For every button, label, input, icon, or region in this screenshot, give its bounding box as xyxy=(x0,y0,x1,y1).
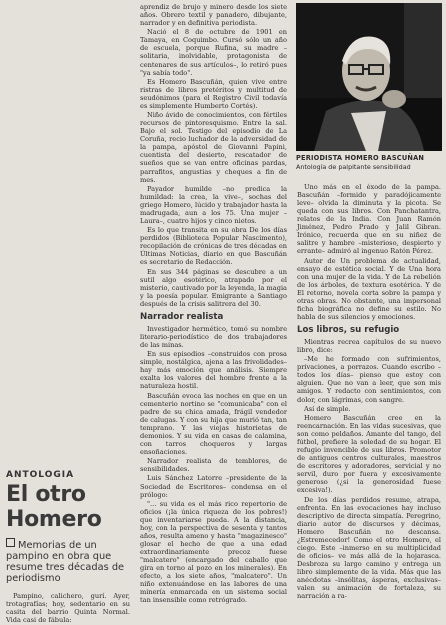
body-paragraph: Mientras recrea capítulos de su nuevo libro, dice: xyxy=(297,337,441,355)
text-column-middle xyxy=(140,3,287,606)
square-bullet-icon xyxy=(6,538,15,547)
body-paragraph: En sus 344 páginas se descubre a un sutil algo esotérico, atrapado por el misterio, cautivado por la leyenda, la magia y la poesía popular. Emigrante a Santiago después de la crisis salitrera del 30. xyxy=(140,267,287,308)
body-paragraph: Uno más en el éxodo de la pampa. Bascuñán –formido y paradójicamente leve– olvida la diminuta y la picota. Se queda con sus libros. Con Panchatantra, relatos de la India. Con Juan Ramón Jiménez, Pedro Prado y Jalil Gibran. Irónico, recuerda que en su niñez de salitre y hambre –misterioso, despierto y errante– admiró al ingenuo Ratón Pérez. xyxy=(297,183,441,256)
subtitle-text: Memorias de un pampino en obra que resume tres décadas de periodismo xyxy=(6,540,125,584)
body-paragraph: Investigador hermético, tomó su nombre literario-periodístico de dos trabajadores de las minas. xyxy=(140,324,287,349)
section-label: ANTOLOGIA xyxy=(6,470,75,480)
body-paragraph: Bascuñán evoca las noches en que en un cementerio nortino se "comunicaba" con el padre de su chica amada, frágil vendedor de calugas. Y con su hija que murió tan, tan temprano. Y las viejas historietas de demonios. Y su vida en casas de calamina, con tarros choqueros y largas ensoñaciones. xyxy=(140,391,287,456)
body-paragraph: Luis Sánchez Latorre –presidente de la Sociedad de Escritores– condensa en el prólogo: xyxy=(140,474,287,499)
body-paragraph: Homero Bascuñán cree en la reencarnación. En las vidas sucesivas, que son como peldaños. Amante del tango, del fútbol, prefiere la soledad de su hogar. El refugio invencible de sus libros. Promotor de antiguos centros culturales, maestros de escritores y adoradores, servicial y no servil, duro por fuera y excesivamente generoso (¿si la generosidad fuese excesiva!). xyxy=(297,413,441,495)
body-paragraph: –Me he formado con sufrimientos, privaciones, a porrazos. Cuando escribo –todos los días– pienso que estoy con alguien. Que no van a leer, que son mis amigos. Y redacto con sentimientos, con dolor, con lágrimas, con sangre. xyxy=(297,355,441,404)
article-header xyxy=(6,470,130,625)
subheading-libros: Los libros, su refugio xyxy=(297,324,400,335)
photo-caption-subtitle: Antología de palpitante sensibilidad xyxy=(296,163,411,171)
body-paragraph: Es lo que transita en su obra De los días perdidos (Biblioteca Popular Nascimento), recopilación de crónicas de tres décadas en Últimas Noticias, diario en que Bascuñán es secretario de Redacción. xyxy=(140,226,287,267)
article-subtitle xyxy=(6,538,130,584)
article-title: El otro Homero xyxy=(6,482,102,532)
body-paragraph: Así de simple. xyxy=(304,404,351,413)
body-paragraph: Nació el 8 de octubre de 1901 en Tamaya, en Coquimbo. Cursó sólo un año de escuela, porque Rufina, su madre –solitaria, inolvidable, protagonista de centenares de sus artículos–, lo retiró pues "ya sabía todo". xyxy=(140,28,287,77)
body-paragraph: Narrador realista de temblores, de sensibilidades. xyxy=(140,457,287,474)
body-paragraph: "... su vida es el más rico repertorio de oficios (¡la única riqueza de los pobres!) que inventariarse pueda. A la distancia, hoy, con la perspectiva de sesenta y tantos años, resulta ameno y hasta "magazinesco" glosar el hecho de que a una edad extraordinariamente precoz fuese "malcatero" (encargado del caballo que gira en torno al pozo en los minerales). En efecto, a los siete años, "malcatero". Un niño extenuándose en las labores de una minería enmarcada en un sistema social tan insensible como retrógrado. xyxy=(140,499,287,605)
photo-block xyxy=(296,3,442,171)
body-paragraph: En sus episodios –construidos con prosa simple, nostálgica, ajena a las frivolidades– hay más emoción que análisis. Siempre exalta los valores del hombre frente a la naturaleza hostil. xyxy=(140,350,287,391)
portrait-image xyxy=(296,3,442,151)
subheading-narrador: Narrador realista xyxy=(140,311,224,322)
body-paragraph: Payador humilde –no predica la humildad: la crea, la vive–, sochas del griego Homero, lúcido y trabajador hasta la madrugada, aun a los 75. Una mujer –Laura–, cuatro hijos y cinco nietos. xyxy=(140,184,287,225)
text-column-right xyxy=(297,183,441,601)
body-paragraph: Autor de Un problema de actualidad, ensayo de estética social. Y de Una hora con una mujer de la vida. Y de La rebelión de los árboles, de textura esotérica. Y de El retorno, novela corta sobre la pampa y otras obras. No obstante, una impersonal ficha biográfica no define su estilo. No habla de sus silencios y emociones. xyxy=(297,256,441,321)
photo-caption-title: PERIODISTA HOMERO BASCUÑAN xyxy=(296,154,425,162)
body-paragraph: aprendiz de brujo y minero desde los siete años. Obrero textil y panadero, dibujante, narrador y en definitiva periodista. xyxy=(140,3,287,28)
author-photo xyxy=(296,3,442,151)
body-paragraph: De los días perdidos resume, atrapa, enfrenta. En las evocaciones hay incluso descriptivo de directa simpatía. Peregrino, diario autor de discursos y décimas, Homero Bascuñán no descansa. ¿Estremecedor! Como el otro Homero, el ciego. Este –inmerso en su multiplicidad de oficios– ve más allá de la hojarasca. Desbroza su largo camino y entrega un libro simplemente de la vida. Más que las anécdotas –insólitas, ásperas, exclusivas– valen su animación de fortaleza, su narración a ra- xyxy=(297,495,441,601)
body-paragraph: Pampino, calichero, gurí. Ayer, trotagrafías; hoy, sedentario en su casita del barrio Quinta Normal. Vida casi de fábula: xyxy=(6,592,130,625)
body-paragraph: Es Homero Bascuñán, quien vive entre ristras de libros pretéritos y multitud de seudónimos (para el Registro Civil todavía es simplemente Humberto Cortés). xyxy=(140,77,287,110)
body-paragraph: Niño ávido de conocimientos, con fértiles recursos de pintoresquismo. Entre la sal. Bajo el sol. Testigo del episodio de La Coruña, recio luchador de la adversidad de la pampa, apóstol de Giovanni Papini, cuentista del desierto, rescatador de sueños que se van entre oficinas pardas, parrafitos, angustias y cheques a fin de mes. xyxy=(140,111,287,184)
